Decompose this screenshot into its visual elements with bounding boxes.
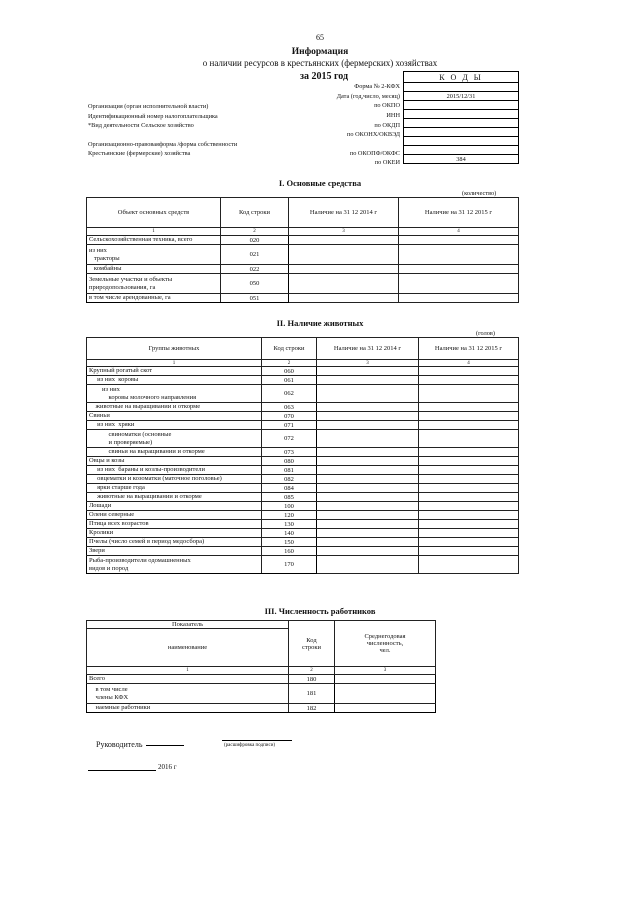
value-cell[interactable] <box>289 274 399 294</box>
row-code: 085 <box>262 493 317 502</box>
value-cell[interactable] <box>419 457 519 466</box>
code-okpo <box>404 101 519 110</box>
value-cell[interactable] <box>399 294 519 303</box>
s1-header-2015: Наличие на 31 12 2015 г <box>399 198 519 228</box>
s1-header-object: Объект основных средств <box>87 198 221 228</box>
row-code: 150 <box>262 538 317 547</box>
row-name: животные на выращивании и откорме <box>87 493 262 502</box>
s1-header-code: Код строки <box>221 198 289 228</box>
page-number: 65 <box>316 33 324 42</box>
s2-colnum: 1 <box>87 360 262 367</box>
value-cell[interactable] <box>317 484 419 493</box>
s1-colnum: 1 <box>87 228 221 236</box>
row-name: Кролики <box>87 529 262 538</box>
row-code: 181 <box>289 684 335 704</box>
table-row <box>87 385 519 403</box>
table-row <box>87 704 436 713</box>
row-name: Сельскохозяйственная техника, всего <box>87 236 221 245</box>
value-cell[interactable] <box>317 511 419 520</box>
value-cell[interactable] <box>317 457 419 466</box>
value-cell[interactable] <box>317 376 419 385</box>
value-cell[interactable] <box>289 236 399 245</box>
row-name: свиноматки (основные и проверяемые) <box>87 430 262 448</box>
s1-colnum: 2 <box>221 228 289 236</box>
date-line <box>88 770 156 771</box>
value-cell[interactable] <box>419 403 519 412</box>
section1-title: I. Основные средства <box>278 178 362 188</box>
row-name: из них коровы <box>87 376 262 385</box>
inn-label: Идентификационный номер налогоплательщика <box>88 113 218 120</box>
row-code: 140 <box>262 529 317 538</box>
value-cell[interactable] <box>419 376 519 385</box>
table-row <box>87 520 519 529</box>
table-row <box>87 493 519 502</box>
s3-colnum: 2 <box>289 667 335 675</box>
row-name: из них коровы молочного направления <box>87 385 262 403</box>
row-name: в том числе члены КФХ <box>87 684 289 704</box>
label-okei: по ОКЕИ <box>374 159 400 166</box>
value-cell[interactable] <box>419 538 519 547</box>
value-cell[interactable] <box>419 547 519 556</box>
code-okonh <box>404 128 519 137</box>
table-row <box>87 538 519 547</box>
label-okonh: по ОКОНХ/ОКВЭД <box>347 131 400 138</box>
row-code: 071 <box>262 421 317 430</box>
value-cell[interactable] <box>317 520 419 529</box>
signature-line <box>146 745 184 746</box>
s1-header-2014: Наличие на 31 12 2014 г <box>289 198 399 228</box>
table-row <box>87 502 519 511</box>
label-okpo: по ОКПО <box>374 102 400 109</box>
value-cell[interactable] <box>419 484 519 493</box>
signature-year: 2016 г <box>158 763 177 771</box>
signature-head-label: Руководитель <box>96 740 143 749</box>
value-cell[interactable] <box>317 448 419 457</box>
row-code: 051 <box>221 294 289 303</box>
code-date: 2015/12/31 <box>404 92 519 101</box>
row-code: 062 <box>262 385 317 403</box>
value-cell[interactable] <box>317 475 419 484</box>
table-row <box>87 466 519 475</box>
row-name: Пчелы (число семей в период медосбора) <box>87 538 262 547</box>
table-row <box>87 511 519 520</box>
row-name: свиньи на выращивании и откорме <box>87 448 262 457</box>
row-code: 084 <box>262 484 317 493</box>
table-row <box>87 529 519 538</box>
section3-title: III. Численность работников <box>264 606 376 616</box>
value-cell[interactable] <box>419 529 519 538</box>
row-name: в том числе арендованные, га <box>87 294 221 303</box>
table-row <box>87 448 519 457</box>
label-inn: ИНН <box>386 112 400 119</box>
table-row <box>87 412 519 421</box>
s3-header-code: Код строки <box>289 621 335 667</box>
table-row <box>87 376 519 385</box>
value-cell[interactable] <box>335 675 436 684</box>
row-code: 022 <box>221 265 289 274</box>
table-row <box>87 236 519 245</box>
s2-header-code: Код строки <box>262 338 317 360</box>
s2-header-2015: Наличие на 31 12 2015 г <box>419 338 519 360</box>
s2-header-2014: Наличие на 31 12 2014 г <box>317 338 419 360</box>
table-row <box>87 265 519 274</box>
table-row <box>87 457 519 466</box>
section2-unit: (голов) <box>476 330 495 337</box>
code-form <box>404 83 519 92</box>
row-code: 182 <box>289 704 335 713</box>
row-name: Лошади <box>87 502 262 511</box>
row-code: 180 <box>289 675 335 684</box>
table-row <box>87 556 519 574</box>
row-code: 160 <box>262 547 317 556</box>
value-cell[interactable] <box>419 511 519 520</box>
codes-table <box>403 71 519 164</box>
section1-unit: (количество) <box>462 190 497 197</box>
row-name: комбайны <box>87 265 221 274</box>
table-row <box>87 294 519 303</box>
s3-header-indicator: Показатель <box>87 621 289 629</box>
value-cell[interactable] <box>419 466 519 475</box>
row-name: Рыба-производители одомашненных видов и пород <box>87 556 262 574</box>
value-cell[interactable] <box>419 430 519 448</box>
row-code: 170 <box>262 556 317 574</box>
doc-subtitle: о наличии ресурсов в крестьянских (фермерских) хозяйствах <box>202 58 438 68</box>
value-cell[interactable] <box>419 412 519 421</box>
value-cell[interactable] <box>317 547 419 556</box>
s2-colnum: 2 <box>262 360 317 367</box>
s2-colnum: 4 <box>419 360 519 367</box>
decode-line <box>222 740 292 741</box>
code-okei: 384 <box>404 155 519 164</box>
label-okdp: по ОКДП <box>374 122 400 129</box>
value-cell[interactable] <box>419 475 519 484</box>
section2-table <box>86 337 519 574</box>
section3-table <box>86 620 436 713</box>
row-name: Птица всех возрастов <box>87 520 262 529</box>
row-code: 070 <box>262 412 317 421</box>
value-cell[interactable] <box>317 403 419 412</box>
table-row <box>87 675 436 684</box>
table-row <box>87 684 436 704</box>
signature-head <box>96 740 184 749</box>
row-name: овцематки и козоматки (маточное поголовье) <box>87 475 262 484</box>
value-cell[interactable] <box>317 412 419 421</box>
row-name: из них бараны и козлы-производители <box>87 466 262 475</box>
row-name: Овцы и козы <box>87 457 262 466</box>
row-code: 061 <box>262 376 317 385</box>
row-name: животные на выращивании и откорме <box>87 403 262 412</box>
value-cell[interactable] <box>399 265 519 274</box>
value-cell[interactable] <box>317 430 419 448</box>
table-row <box>87 245 519 265</box>
s1-colnum: 4 <box>399 228 519 236</box>
s2-colnum: 3 <box>317 360 419 367</box>
section1-table <box>86 197 519 303</box>
s3-header-avg: Среднегодовая численность, чел. <box>335 621 436 667</box>
value-cell[interactable] <box>317 466 419 475</box>
s1-colnum: 3 <box>289 228 399 236</box>
row-name: из них хряки <box>87 421 262 430</box>
value-cell[interactable] <box>335 684 436 704</box>
value-cell[interactable] <box>419 421 519 430</box>
row-code: 020 <box>221 236 289 245</box>
value-cell[interactable] <box>317 538 419 547</box>
s3-colnum: 1 <box>87 667 289 675</box>
table-row <box>87 547 519 556</box>
row-code: 060 <box>262 367 317 376</box>
row-code: 081 <box>262 466 317 475</box>
activity-label: *Вид деятельности Сельское хозяйство <box>88 122 194 129</box>
table-row <box>87 403 519 412</box>
value-cell[interactable] <box>317 421 419 430</box>
org-label: Организация (орган исполнительной власти) <box>88 103 209 110</box>
s2-header-groups: Группы животных <box>87 338 262 360</box>
row-code: 080 <box>262 457 317 466</box>
row-name: Земельные участки и объекты природопользования, га <box>87 274 221 294</box>
value-cell[interactable] <box>399 245 519 265</box>
code-okdp <box>404 119 519 128</box>
value-cell[interactable] <box>419 448 519 457</box>
row-name: наемные работники <box>87 704 289 713</box>
s3-header-name: наименование <box>87 629 289 667</box>
row-name: Крупный рогатый скот <box>87 367 262 376</box>
value-cell[interactable] <box>399 236 519 245</box>
s3-colnum: 3 <box>335 667 436 675</box>
value-cell[interactable] <box>419 520 519 529</box>
row-name: ярки старше года <box>87 484 262 493</box>
table-row <box>87 274 519 294</box>
table-row <box>87 367 519 376</box>
row-name: Олени северные <box>87 511 262 520</box>
row-code: 050 <box>221 274 289 294</box>
form-label-2: Крестьянские (фермерские) хозяйства <box>88 150 191 157</box>
section2-title: II. Наличие животных <box>276 318 364 328</box>
codes-title: К О Д Ы <box>404 72 519 83</box>
table-row <box>87 430 519 448</box>
row-code: 072 <box>262 430 317 448</box>
value-cell[interactable] <box>335 704 436 713</box>
value-cell[interactable] <box>317 556 419 574</box>
row-name: Звери <box>87 547 262 556</box>
value-cell[interactable] <box>419 367 519 376</box>
value-cell[interactable] <box>419 385 519 403</box>
doc-title: Информация <box>291 47 349 57</box>
label-date: Дата (год,число, месяц) <box>336 93 400 100</box>
row-code: 063 <box>262 403 317 412</box>
row-code: 120 <box>262 511 317 520</box>
table-row <box>87 421 519 430</box>
value-cell[interactable] <box>317 502 419 511</box>
value-cell[interactable] <box>317 493 419 502</box>
row-code: 073 <box>262 448 317 457</box>
row-code: 021 <box>221 245 289 265</box>
table-row <box>87 475 519 484</box>
value-cell[interactable] <box>317 529 419 538</box>
row-code: 130 <box>262 520 317 529</box>
value-cell[interactable] <box>419 556 519 574</box>
row-code: 082 <box>262 475 317 484</box>
value-cell[interactable] <box>289 245 399 265</box>
value-cell[interactable] <box>419 493 519 502</box>
row-code: 100 <box>262 502 317 511</box>
doc-year: за 2015 год <box>300 71 349 82</box>
value-cell[interactable] <box>289 294 399 303</box>
decode-caption: (расшифровка подписи) <box>224 743 276 748</box>
row-name: Свиньи <box>87 412 262 421</box>
code-okopf <box>404 146 519 155</box>
label-form: Форма № 2-КФХ <box>354 83 400 90</box>
label-okopf: по ОКОПФ/ОКФС <box>349 150 400 157</box>
row-name: Всего <box>87 675 289 684</box>
row-name: из них тракторы <box>87 245 221 265</box>
table-row <box>87 484 519 493</box>
code-empty <box>404 137 519 146</box>
value-cell[interactable] <box>399 274 519 294</box>
value-cell[interactable] <box>289 265 399 274</box>
value-cell[interactable] <box>419 502 519 511</box>
value-cell[interactable] <box>317 367 419 376</box>
code-inn <box>404 110 519 119</box>
value-cell[interactable] <box>317 385 419 403</box>
form-label-1: Организационно-правоваяформа /форма собственности <box>88 141 238 148</box>
